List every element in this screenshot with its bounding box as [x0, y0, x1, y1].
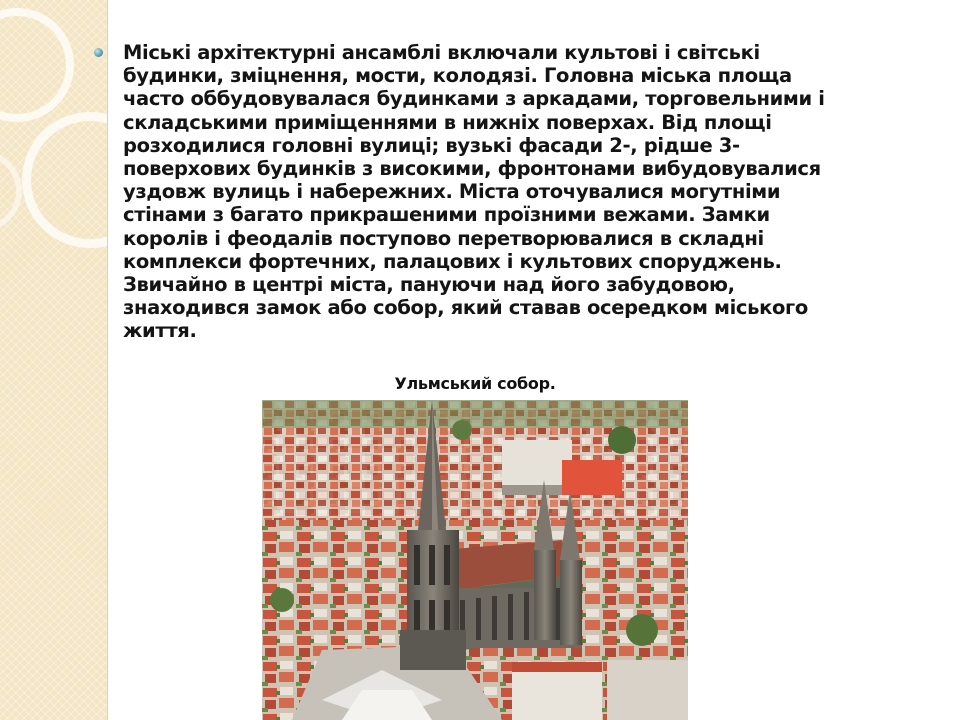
- bullet-icon: [94, 48, 103, 57]
- decorative-ring: [0, 150, 22, 232]
- decorative-ring: [22, 112, 108, 248]
- image-caption: Ульмський собор.: [394, 374, 556, 393]
- cathedral-photo: [262, 400, 688, 720]
- decorative-ring: [0, 8, 74, 122]
- slide-body-text: Міські архітектурні ансамблі включали культові і світські будинки, зміцнення, мости, колодязі. Головна міська площа часто оббудовувалася будинками з аркадами, торговельними і складськими приміщеннями в нижніх поверхах. Від площі розходилися головні вулиці; вузькі фасади 2-, рідше 3-поверхових будинків з високими, фронтонами вибудовувалися уздовж вулиць і набережних. Міста оточувалися могутніми стінами з багато прикрашеними проїзними вежами. Замки королів і феодалів поступово перетворювалися в складні комплекси фортечних, палацових і культових споруджень. Звичайно в центрі міста, пануючи над його забудовою, знаходився замок або собор, який ставав осередком міського життя.: [123, 41, 825, 343]
- ulm-cathedral-photo-icon: [262, 400, 688, 720]
- decorative-side-panel: [0, 0, 108, 720]
